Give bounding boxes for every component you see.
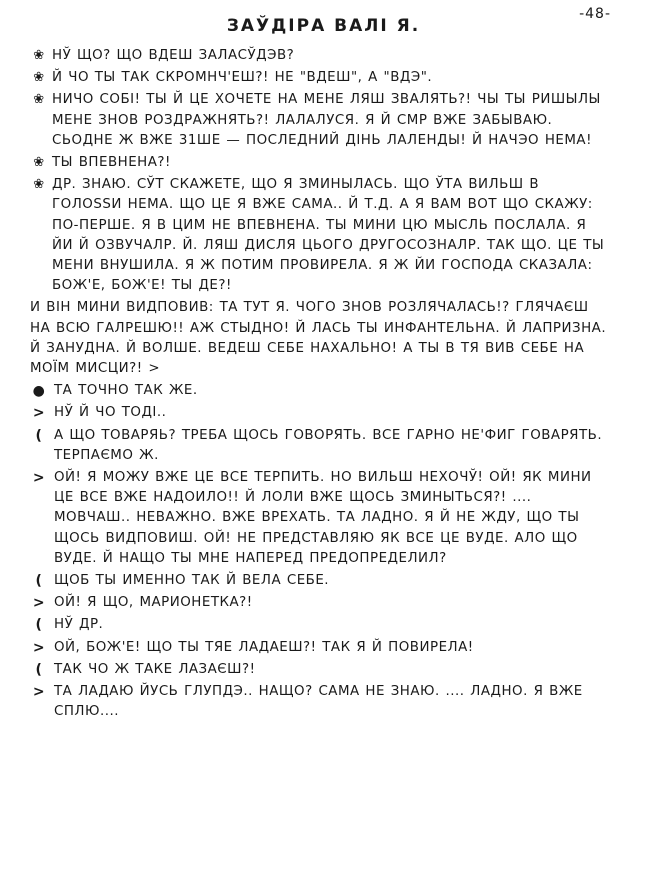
close-bracket-icon: > (32, 639, 46, 656)
open-bracket-icon: ( (35, 427, 43, 444)
dialogue-body (30, 46, 610, 725)
dialogue-text: ОЙ! Я ЩО, МАРИОНЕТКА?! (54, 595, 253, 611)
flower-bullet-icon: ❀ (33, 155, 45, 171)
dialogue-text: ТАК ЧО Ж ТАКЕ ЛАЗАЄШ?! (54, 661, 256, 677)
flower-bullet-icon: ❀ (33, 177, 45, 193)
page-title: ЗАЎДІРА ВАЛІ Я. (226, 16, 421, 36)
dialogue-line (30, 593, 610, 613)
dialogue-text: А ЩО ТОВАРЯЬ? ТРЕБА ЩОСЬ ГОВОРЯТЬ. ВСЕ ГАРНО НЕ'ФИГ ГОВАРЯТЬ. ТЕРПАЄМО Ж. (54, 427, 603, 463)
dialogue-line (30, 68, 610, 88)
dialogue-line (30, 175, 610, 296)
dialogue-text: ОЙ, БОЖ'Е! ЩО ТЫ ТЯЕ ЛАДАЕШ?! ТАК Я Й ПОВИРЕЛА! (54, 639, 474, 655)
dialogue-text: НЎ ДР. (54, 617, 104, 633)
close-bracket-icon: > (32, 684, 46, 701)
dialogue-text: НЎ Й ЧО ТОДІ.. (54, 405, 167, 421)
dialogue-text: Й ЧО ТЫ ТАК СКРОМНЧ'ЕШ?! НЕ "ВДЕШ", А "ВДЭ". (52, 70, 433, 86)
dialogue-line (30, 298, 610, 379)
dialogue-text: ЩОБ ТЫ ИМЕННО ТАК Й ВЕЛА СЕБЕ. (54, 573, 330, 589)
dialogue-line (30, 615, 610, 635)
flower-bullet-icon: ❀ (33, 48, 45, 63)
close-bracket-icon: > (32, 405, 46, 422)
dot-bullet-icon: ● (32, 383, 46, 400)
dialogue-line (30, 571, 610, 591)
close-bracket-icon: > (32, 470, 46, 487)
dialogue-text: НЎ ЩО? ЩО ВДЕШ ЗАЛАСЎДЭВ? (52, 48, 295, 63)
flower-bullet-icon: ❀ (33, 92, 45, 108)
dialogue-text: НИЧО СОБІ! ТЫ Й ЦЕ ХОЧЕТЕ НА МЕНЕ ЛЯШ ЗВАЛЯТЬ?! ЧЫ ТЫ РИШЫЛЫ МЕНЕ ЗНОВ РОЗДРАЖНЯТЬ?! ЛАЛАЛУСЯ. Я Й СМР ВЖЕ ЗАБЫВАЮ. СЬОДНЕ Ж ВЖЕ 31ШЕ — ПОСЛЕДНИЙ ДІНЬ ЛАЛЕНДЫ! Й НАЧЭО НЕМА! (52, 92, 601, 148)
dialogue-line (30, 468, 610, 569)
dialogue-text: ОЙ! Я МОЖУ ВЖЕ ЦЕ ВСЕ ТЕРПИТЬ. НО ВИЛЬШ НЕХОЧЎ! ОЙ! ЯК МИНИ ЦЕ ВСЕ ВЖЕ НАДОИЛО!! Й ЛОЛИ ВЖЕ ЩОСЬ ЗМИНЫТЬСЯ?! .... МОВЧАШ.. НЕВАЖНО. ВЖЕ ВРЕХАТЬ. ТА ЛАДНО. Я Й НЕ ЖДУ, ЩО ТЫ ЩОСЬ ВИДПОВИШ. ОЙ! НЕ ПРЕДСТАВЛЯЮ ЯК ВСЕ ЦЕ ВУДЕ. АЛО ЩО ВУДЕ. Й НАЩО ТЫ МНЕ НАПЕРЕД ПРЕДОПРЕДЕЛИЛ? (54, 470, 592, 566)
dialogue-text: И ВІН МИНИ ВИДПОВИВ: ТА ТУТ Я. ЧОГО ЗНОВ РОЗЛЯЧАЛАСЬ!? ГЛЯЧАЄШ НА ВСЮ ГАЛРЕШЮ!! АЖ СТЫДНО! Й ЛАСЬ ТЫ ИНФАНТЕЛЬНА. Й ЛАПРИЗНА. Й ЗАНУДНА. Й ВОЛШЕ. ВЕДЕШ СЕБЕ НАХАЛЬНО! А ТЫ В ТЯ ВИВ СЕБЕ НА МОЇМ МИСЦИ?! > (30, 300, 607, 377)
dialogue-text: ТА ТОЧНО ТАК ЖЕ. (54, 383, 198, 399)
dialogue-line (30, 426, 610, 466)
dialogue-line (30, 381, 610, 401)
dialogue-text: ТА ЛАДАЮ ЙУСЬ ГЛУПДЭ.. НАЩО? САМА НЕ ЗНАЮ. .... ЛАДНО. Я ВЖЕ СПЛЮ.... (54, 684, 583, 720)
dialogue-line (30, 638, 610, 658)
dialogue-text: ТЫ ВПЕВНЕНА?! (52, 155, 171, 171)
open-bracket-icon: ( (35, 617, 43, 634)
dialogue-line (30, 660, 610, 680)
dialogue-text: ДР. ЗНАЮ. СЎТ СКАЖЕТЕ, ЩО Я ЗМИНЫЛАСЬ. ЩО ЎТА ВИЛЬШ В ГОЛОSSИ НЕМА. ЩО ЦЕ Я ВЖЕ САМА.. Й Т.Д. А Я ВАМ ВОТ ЩО СКАЖУ: ПО-ПЕРШЕ. Я В ЦИМ НЕ ВПЕВНЕНА. ТЫ МИНИ ЦЮ МЫСЛЬ ПОСЛАЛА. Я ЙИ Й ОЗВУЧАЛР. Й. ЛЯШ ДИСЛЯ ЦЬОГО ДРУГОСОЗНАЛР. ТАК ЩО. ЦЕ ТЫ МЕНИ ВНУШИЛА. Я Ж ПОТИМ ПРОВИРЕЛА. Я Ж ЙИ ГОСПОДА СКАЗАЛА: БОЖ'Е, БОЖ'Е! ТЫ ДЕ?! (52, 177, 605, 294)
close-bracket-icon: > (32, 595, 46, 612)
dialogue-line (30, 682, 610, 722)
dialogue-line (30, 90, 610, 151)
open-bracket-icon: ( (35, 573, 43, 590)
flower-bullet-icon: ❀ (33, 70, 45, 86)
dialogue-line (30, 46, 610, 66)
open-bracket-icon: ( (35, 661, 43, 678)
dialogue-line (30, 403, 610, 423)
dialogue-line (30, 153, 610, 173)
page-number: -48- (579, 6, 611, 22)
